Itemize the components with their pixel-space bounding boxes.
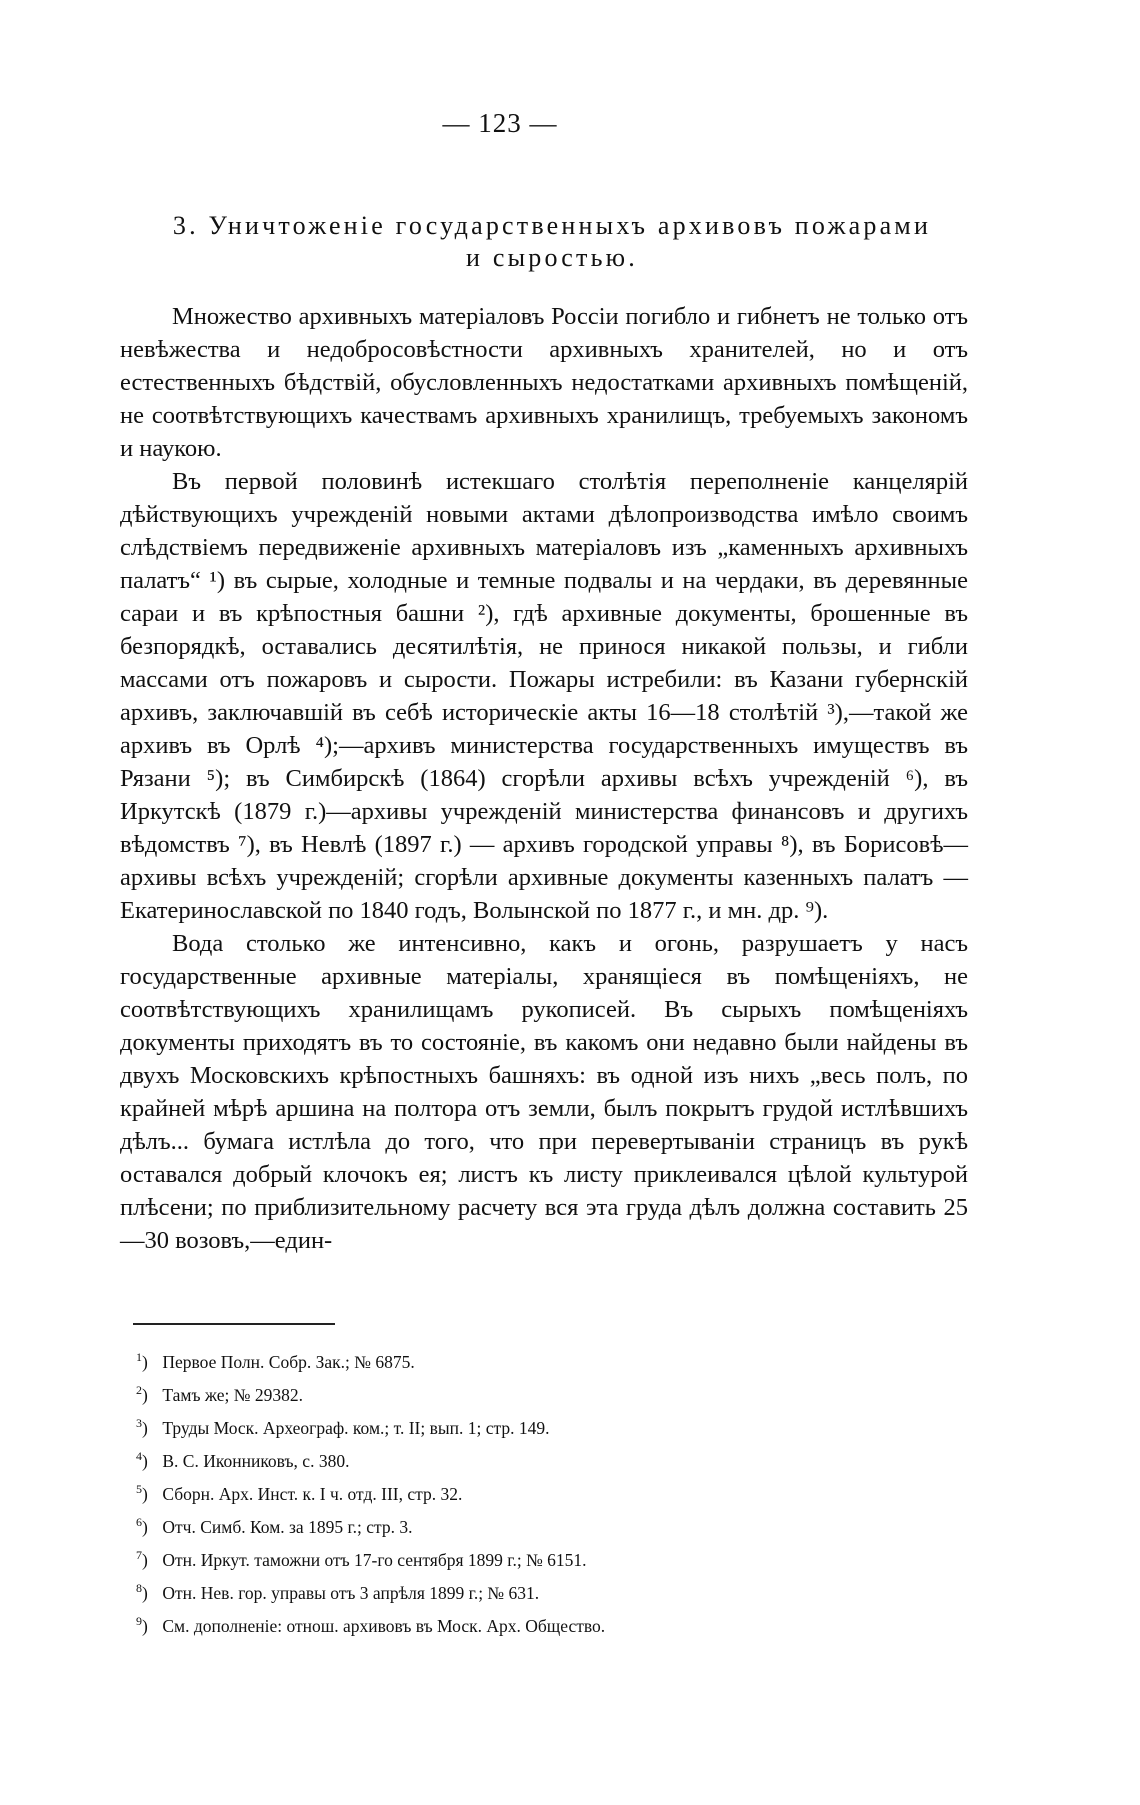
paragraph-2: Въ первой половинѣ истекшаго столѣтія переполненіе канцелярій дѣйствующихъ учрежденій новыми актами дѣлопроизводства имѣло своимъ слѣдствіемъ передвиженіе архивныхъ матеріаловъ изъ „каменныхъ архивныхъ палатъ“ ¹) въ сырые, холодные и темные подвалы и на чердаки, въ деревянные сараи и въ крѣпостныя башни ²), гдѣ архивные документы, брошенные въ безпорядкѣ, оставались десятилѣтія, не принося никакой пользы, и гибли массами отъ пожаровъ и сырости. Пожары истребили: въ Казани губернскій архивъ, заключавшій въ себѣ историческіе акты 16—18 столѣтій ³),—такой же архивъ въ Орлѣ ⁴);—архивъ министерства государственныхъ имуществъ въ Рязани ⁵); въ Симбирскѣ (1864) сгорѣли архивы всѣхъ учрежденій ⁶), въ Иркутскѣ (1879 г.)—архивы учрежденій министерства финансовъ и другихъ вѣдомствъ ⁷), въ Невлѣ (1897 г.) — архивъ городской управы ⁸), въ Борисовѣ—архивы всѣхъ учрежденій; сгорѣли архивные документы казенныхъ палатъ — Екатеринославской по 1840 годъ, Волынской по 1877 г., и мн. др. ⁹).	[120, 468, 968, 924]
section-heading-line-2: и сыростью.	[466, 243, 638, 272]
footnote-mark: $^3$)	[136, 1416, 148, 1438]
footnote-mark: $^8$)	[136, 1581, 148, 1604]
paragraph-3: Вода столько же интенсивно, какъ и огонь, разрушаетъ у насъ государственные архивные матеріалы, хранящіеся въ помѣщеніяхъ, не соотвѣтствующихъ хранилищамъ рукописей. Въ сырыхъ помѣщеніяхъ документы приходятъ въ то состояніе, въ какомъ они недавно были найдены въ двухъ Московскихъ крѣпостныхъ башняхъ: въ одной изъ нихъ „весь полъ, по крайней мѣрѣ аршина на полтора отъ земли, былъ покрытъ грудой истлѣвшихъ дѣлъ... бумага истлѣла до того, что при перевертываніи страницъ въ рукѣ оставался добрый клочокъ ея; листъ къ листу приклеивался цѣлой культурой плѣсени; по приблизительному расчету вся эта груда дѣлъ должна составить 25—30 возовъ,—един-	[120, 930, 968, 1254]
footnote-mark: $^7$)	[136, 1548, 148, 1571]
footnote-text: Тамъ же; № 29382.	[162, 1384, 303, 1405]
footnote-text: В. С. Иконниковъ, с. 380.	[162, 1450, 350, 1471]
footnote-mark: $^4$)	[136, 1449, 148, 1471]
footnote-2	[136, 1376, 996, 1409]
footnote-1	[136, 1343, 996, 1376]
footnote-text: Первое Полн. Собр. Зак.; № 6875.	[162, 1351, 415, 1372]
footnote-8	[136, 1574, 996, 1607]
page-number: — 123 —	[442, 108, 558, 138]
section-heading-line-1: 3. Уничтоженіе государственныхъ архивовъ пожарами	[172, 211, 932, 240]
footnote-6	[136, 1508, 996, 1541]
footnote-divider	[133, 1323, 335, 1325]
footnote-text: Сборн. Арх. Инст. к. I ч. отд. III, стр. 32.	[162, 1483, 463, 1504]
footnote-text: Отн. Иркут. таможни отъ 17-го сентября 1899 г.; № 6151.	[162, 1550, 587, 1571]
footnote-3	[136, 1409, 996, 1442]
footnote-mark: $^9$)	[136, 1614, 148, 1637]
footnote-7	[136, 1541, 996, 1574]
section-heading	[122, 210, 982, 274]
footnote-text: Труды Моск. Археограф. ком.; т. II; вып. 1; стр. 149.	[162, 1417, 550, 1438]
footnote-5	[136, 1475, 996, 1508]
footnote-mark: $^5$)	[136, 1482, 148, 1504]
footnote-text: Отн. Нев. гор. управы отъ 3 апрѣля 1899 г.; № 631.	[162, 1583, 540, 1604]
footnote-4	[136, 1442, 996, 1475]
footnote-text: Отч. Симб. Ком. за 1895 г.; стр. 3.	[162, 1516, 413, 1537]
footnote-9	[136, 1607, 996, 1640]
paragraph-1: Множество архивныхъ матеріаловъ Россіи погибло и гибнетъ не только отъ невѣжества и недобросовѣстности архивныхъ хранителей, но и отъ естественныхъ бѣдствій, обусловленныхъ недостатками архивныхъ помѣщеній, не соотвѣтствующихъ качествамъ архивныхъ хранилищъ, требуемыхъ закономъ и наукою.	[120, 303, 968, 462]
footnote-text: См. дополненіе: отнош. архивовъ въ Моск. Арх. Общество.	[162, 1616, 606, 1637]
footnote-mark: $^6$)	[136, 1515, 148, 1537]
footnote-mark: $^1$)	[136, 1350, 148, 1372]
footnotes	[136, 1343, 996, 1640]
footnote-mark: $^2$)	[136, 1383, 148, 1405]
body-text	[120, 300, 968, 1257]
